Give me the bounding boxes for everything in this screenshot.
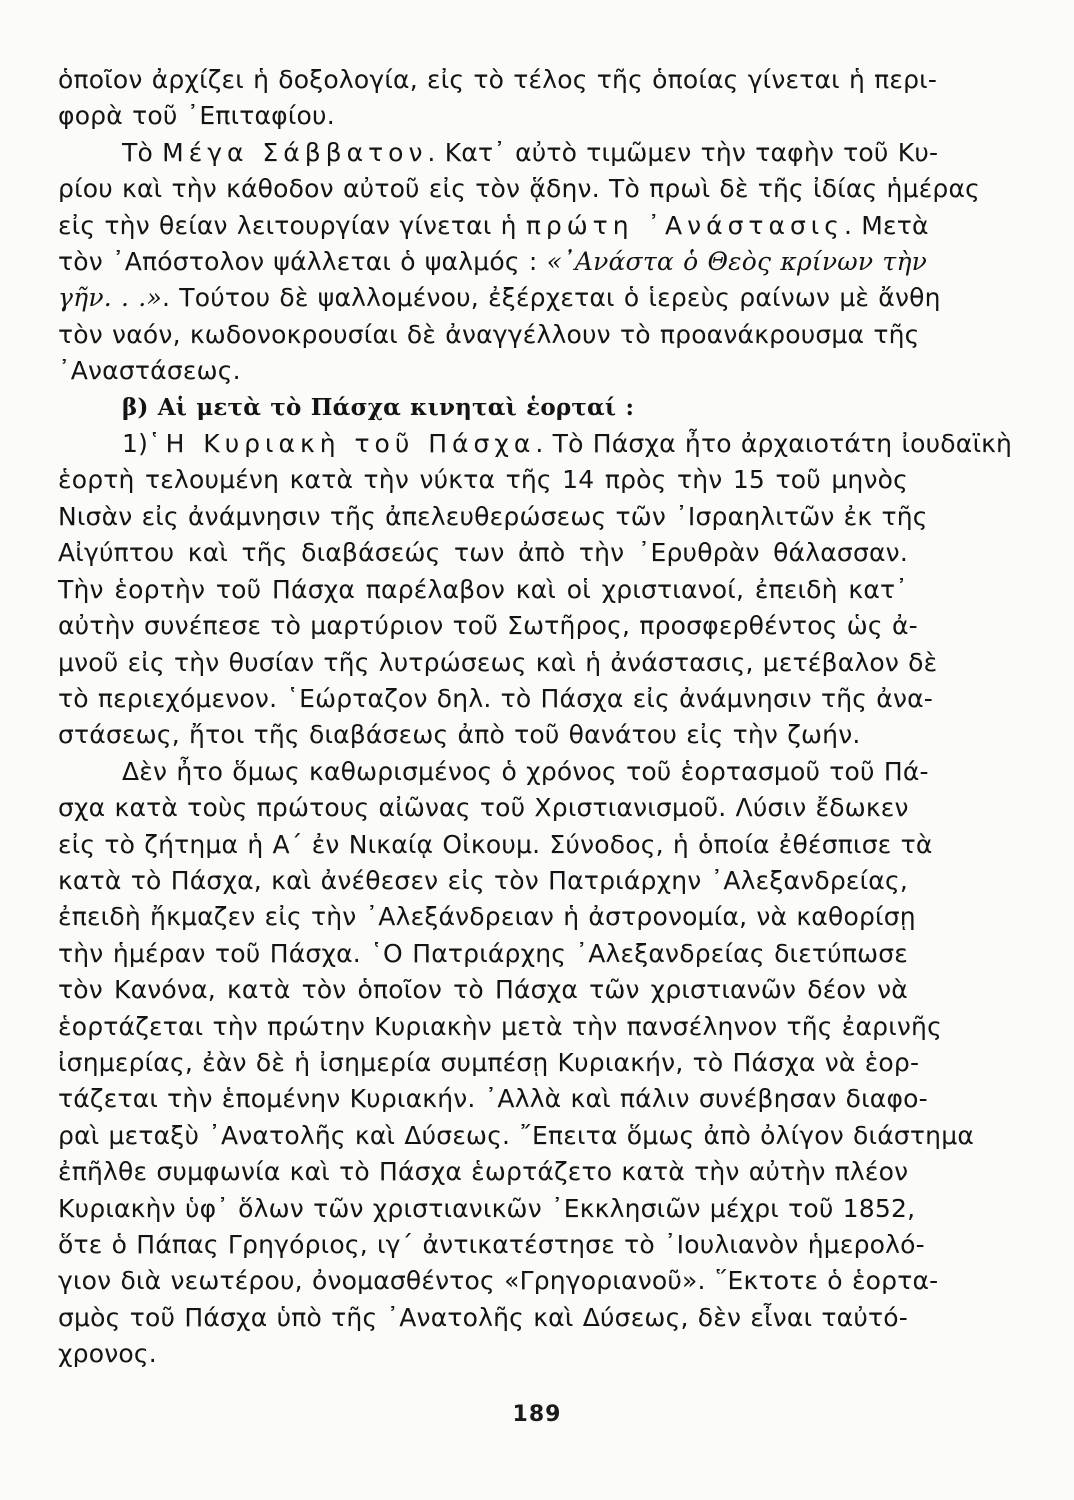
text-line: ᾿Αναστάσεως. [58, 356, 241, 386]
text-line: 1)῾Η Κυριακὴ τοῦ Πάσχα. Τὸ Πάσχα ἦτο ἀρχαιοτάτη ἰουδαϊκὴ [122, 429, 1013, 459]
text-line: τὸν Κανόνα, κατὰ τὸν ὁποῖον τὸ Πάσχα τῶν χριστιανῶν δέον νὰ [58, 975, 908, 1005]
text-line: τὸ περιεχόμενον. ῾Εώρταζον δηλ. τὸ Πάσχα εἰς ἀνάμνησιν τῆς ἀνα- [58, 683, 934, 713]
paragraph-epitaphios-end [58, 62, 938, 135]
psalm-quote: «᾿Ανάστα ὁ Θεὸς κρίνων τὴν [546, 247, 928, 277]
text-line: κατὰ τὸ Πάσχα, καὶ ἀνέθεσεν εἰς τὸν Πατριάρχην ᾿Αλεξανδρείας, [58, 865, 908, 895]
text-line: Αἰγύπτου καὶ τῆς διαβάσεώς των ἀπὸ τὴν ᾿Ερυθρὰν θάλασσαν. [58, 538, 908, 568]
text-line: γιον διὰ νεωτέρου, ὀνομασθέντος «Γρηγοριανοῦ». ῞Εκτοτε ὁ ἑορτα- [58, 1266, 939, 1296]
text-line: χρονος. [58, 1339, 157, 1369]
text-line: μνοῦ εἰς τὴν θυσίαν τῆς λυτρώσεως καὶ ἡ ἀνάστασις, μετέβαλον δὲ [58, 647, 938, 677]
text-line: τὸν ᾿Απόστολον ψάλλεται ὁ ψαλμός : «᾿Ανάστα ὁ Θεὸς κρίνων τὴν [58, 247, 928, 277]
text-line: τὴν ἡμέραν τοῦ Πάσχα. ῾Ο Πατριάρχης ᾿Αλεξανδρείας διετύπωσε [58, 938, 908, 968]
spaced-term-kyriaki-pascha: ῾Η Κυριακὴ τοῦ Πάσχα [148, 429, 536, 459]
text-line: τάζεται τὴν ἑπομένην Κυριακήν. ᾿Αλλὰ καὶ πάλιν συνέβησαν διαφο- [58, 1084, 928, 1114]
text-line: τὸν ναόν, κωδονοκρουσίαι δὲ ἀναγγέλλουν τὸ προανάκρουσμα τῆς [58, 319, 920, 349]
section-heading [58, 390, 908, 426]
paragraph-holy-saturday [58, 135, 981, 390]
spaced-term-proti-anastasis: πρώτη ᾿Ανάστασις [525, 210, 844, 240]
text-line: σχα κατὰ τοὺς πρώτους αἰῶνας τοῦ Χριστιανισμοῦ. Λύσιν ἔδωκεν [58, 793, 909, 823]
text-line: γῆν. . .». Τούτου δὲ ψαλλομένου, ἐξέρχεται ὁ ἱερεὺς ραίνων μὲ ἄνθη [58, 283, 941, 313]
text-line: ἑορτὴ τελουμένη κατὰ τὴν νύκτα τῆς 14 πρὸς τὴν 15 τοῦ μηνὸς [58, 465, 908, 495]
text-line: Κυριακὴν ὑφ᾿ ὅλων τῶν χριστιανικῶν ᾿Εκκλησιῶν μέχρι τοῦ 1852, [58, 1193, 916, 1223]
page-body [58, 62, 1013, 1373]
spaced-term-mega-sabbaton: Μέγα Σάββατον [162, 137, 428, 167]
text-line: Τὴν ἑορτὴν τοῦ Πάσχα παρέλαβον καὶ οἱ χριστιανοί, ἐπειδὴ κατ᾿ [58, 574, 908, 604]
psalm-quote-end: γῆν. . .» [58, 283, 162, 313]
text-line: ρίου καὶ τὴν κάθοδον αὐτοῦ εἰς τὸν ᾅδην. Τὸ πρωὶ δὲ τῆς ἰδίας ἡμέρας [58, 174, 981, 204]
text-line: ἐπῆλθε συμφωνία καὶ τὸ Πάσχα ἑωρτάζετο κατὰ τὴν αὐτὴν πλέον [58, 1157, 909, 1187]
text-line: ὅτε ὁ Πάπας Γρηγόριος, ιγ΄ ἀντικατέστησε τὸ ᾿Ιουλιανὸν ἡμερολό- [58, 1230, 925, 1259]
paragraph-easter-date [58, 754, 974, 1373]
text-line: στάσεως, ἤτοι τῆς διαβάσεως ἀπὸ τοῦ θανάτου εἰς τὴν ζωήν. [58, 720, 861, 750]
text-line: ὁποῖον ἀρχίζει ἡ δοξολογία, εἰς τὸ τέλος τῆς ὁποίας γίνεται ἡ περι- [58, 65, 938, 94]
text-line: αὐτὴν συνέπεσε τὸ μαρτύριον τοῦ Σωτῆρος, προσφερθέντος ὡς ἀ- [58, 611, 918, 641]
text-line: ἑορτάζεται τὴν πρώτην Κυριακὴν μετὰ τὴν πανσέληνον τῆς ἐαρινῆς [58, 1011, 942, 1041]
text-line: Δὲν ἦτο ὅμως καθωρισμένος ὁ χρόνος τοῦ ἑορτασμοῦ τοῦ Πά- [122, 756, 929, 786]
text-line: ραὶ μεταξὺ ᾿Ανατολῆς καὶ Δύσεως. ῎Επειτα ὅμως ἀπὸ ὀλίγον διάστημα [58, 1120, 974, 1150]
text-line: φορὰ τοῦ ᾿Επιταφίου. [58, 101, 335, 131]
text-line: ἐπειδὴ ἤκμαζεν εἰς τὴν ᾿Αλεξάνδρειαν ἡ ἀστρονομία, νὰ καθορίσῃ [58, 902, 916, 932]
text-line: Νισὰν εἰς ἀνάμνησιν τῆς ἀπελευθερώσεως τῶν ᾿Ισραηλιτῶν ἐκ τῆς [58, 501, 928, 531]
text-line: Τὸ Μέγα Σάββατον. Κατ᾿ αὐτὸ τιμῶμεν τὴν ταφὴν τοῦ Κυ- [122, 137, 939, 167]
page-number: 189 [512, 1402, 562, 1427]
text-line: εἰς τὸ ζήτημα ἡ Α΄ ἐν Νικαίᾳ Οἰκουμ. Σύνοδος, ἡ ὁποία ἐθέσπισε τὰ [58, 829, 933, 859]
text-line: ἰσημερίας, ἐὰν δὲ ἡ ἰσημερία συμπέσῃ Κυριακήν, τὸ Πάσχα νὰ ἑορ- [58, 1047, 920, 1077]
paragraph-easter-sunday [58, 426, 1013, 754]
text-line: σμὸς τοῦ Πάσχα ὑπὸ τῆς ᾿Ανατολῆς καὶ Δύσεως, δὲν εἶναι ταὐτό- [58, 1302, 908, 1332]
heading-movable-feasts: β) Αἱ μετὰ τὸ Πάσχα κινηταὶ ἑορταί : [122, 393, 635, 421]
text-line: εἰς τὴν θείαν λειτουργίαν γίνεται ἡ πρώτη ᾿Ανάστασις. Μετὰ [58, 210, 929, 240]
